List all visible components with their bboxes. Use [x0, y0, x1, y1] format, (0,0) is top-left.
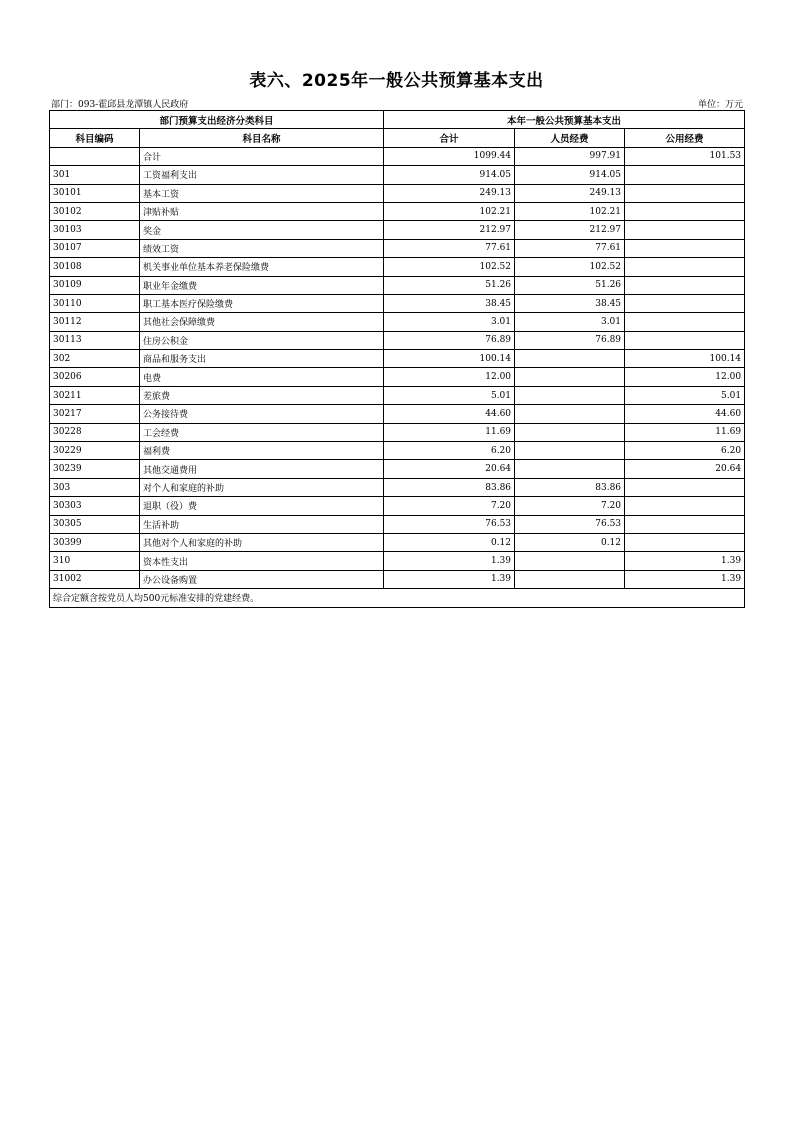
cell-personnel: 102.21 [515, 202, 625, 220]
cell-total: 1099.44 [384, 147, 515, 165]
cell-total: 7.20 [384, 497, 515, 515]
cell-code: 310 [50, 552, 140, 570]
cell-name: 机关事业单位基本养老保险缴费 [140, 258, 384, 276]
table-row [50, 331, 745, 349]
table-row [50, 552, 745, 570]
cell-total: 1.39 [384, 552, 515, 570]
cell-code: 30110 [50, 294, 140, 312]
cell-name: 工会经费 [140, 423, 384, 441]
cell-personnel: 3.01 [515, 313, 625, 331]
table-row [50, 276, 745, 294]
cell-public [625, 294, 745, 312]
table-body [50, 147, 745, 588]
cell-public [625, 313, 745, 331]
cell-public [625, 221, 745, 239]
cell-code: 30108 [50, 258, 140, 276]
cell-personnel [515, 460, 625, 478]
cell-personnel: 249.13 [515, 184, 625, 202]
cell-name: 其他对个人和家庭的补助 [140, 533, 384, 551]
department-label: 部门：093-霍邱县龙潭镇人民政府 [51, 100, 189, 110]
cell-name: 工资福利支出 [140, 166, 384, 184]
table-row [50, 294, 745, 312]
cell-public: 6.20 [625, 442, 745, 460]
cell-name: 其他交通费用 [140, 460, 384, 478]
cell-code: 30102 [50, 202, 140, 220]
cell-personnel: 83.86 [515, 478, 625, 496]
cell-total: 1.39 [384, 570, 515, 588]
table-row [50, 460, 745, 478]
table-row [50, 313, 745, 331]
cell-name: 差旅费 [140, 386, 384, 404]
cell-public: 1.39 [625, 570, 745, 588]
cell-name: 其他社会保障缴费 [140, 313, 384, 331]
cell-total: 76.89 [384, 331, 515, 349]
cell-personnel: 51.26 [515, 276, 625, 294]
cell-name: 资本性支出 [140, 552, 384, 570]
cell-personnel [515, 570, 625, 588]
cell-personnel: 7.20 [515, 497, 625, 515]
cell-code: 30113 [50, 331, 140, 349]
cell-code: 30229 [50, 442, 140, 460]
cell-public [625, 258, 745, 276]
cell-public: 1.39 [625, 552, 745, 570]
cell-public [625, 276, 745, 294]
cell-public [625, 202, 745, 220]
cell-public [625, 239, 745, 257]
column-header-personnel: 人员经费 [515, 129, 625, 147]
cell-public: 12.00 [625, 368, 745, 386]
cell-name: 福利费 [140, 442, 384, 460]
cell-total: 83.86 [384, 478, 515, 496]
cell-name: 基本工资 [140, 184, 384, 202]
cell-code: 30211 [50, 386, 140, 404]
cell-name: 退职（役）费 [140, 497, 384, 515]
cell-name: 绩效工资 [140, 239, 384, 257]
cell-personnel [515, 350, 625, 368]
cell-personnel: 38.45 [515, 294, 625, 312]
group-header-classification: 部门预算支出经济分类科目 [50, 111, 384, 129]
cell-code: 302 [50, 350, 140, 368]
cell-public [625, 166, 745, 184]
cell-public: 20.64 [625, 460, 745, 478]
cell-total: 20.64 [384, 460, 515, 478]
cell-public: 100.14 [625, 350, 745, 368]
cell-code: 30103 [50, 221, 140, 239]
table-row [50, 239, 745, 257]
cell-code: 30305 [50, 515, 140, 533]
cell-code: 30101 [50, 184, 140, 202]
cell-public: 11.69 [625, 423, 745, 441]
group-header-row [50, 111, 745, 129]
cell-code: 30107 [50, 239, 140, 257]
table-row [50, 147, 745, 165]
cell-name: 对个人和家庭的补助 [140, 478, 384, 496]
cell-public [625, 515, 745, 533]
cell-personnel [515, 442, 625, 460]
cell-code: 301 [50, 166, 140, 184]
cell-name: 商品和服务支出 [140, 350, 384, 368]
cell-total: 0.12 [384, 533, 515, 551]
cell-public [625, 478, 745, 496]
cell-personnel [515, 423, 625, 441]
cell-total: 249.13 [384, 184, 515, 202]
cell-total: 6.20 [384, 442, 515, 460]
cell-name: 公务接待费 [140, 405, 384, 423]
cell-public [625, 184, 745, 202]
cell-total: 102.21 [384, 202, 515, 220]
table-row [50, 478, 745, 496]
column-header-code: 科目编码 [50, 129, 140, 147]
cell-name: 生活补助 [140, 515, 384, 533]
cell-personnel: 76.89 [515, 331, 625, 349]
cell-personnel: 76.53 [515, 515, 625, 533]
cell-code: 30399 [50, 533, 140, 551]
cell-total: 51.26 [384, 276, 515, 294]
cell-total: 76.53 [384, 515, 515, 533]
cell-personnel: 997.91 [515, 147, 625, 165]
page-title: 表六、2025年一般公共预算基本支出 [249, 71, 544, 91]
cell-name: 津贴补贴 [140, 202, 384, 220]
cell-total: 100.14 [384, 350, 515, 368]
cell-code: 30112 [50, 313, 140, 331]
column-header-total: 合计 [384, 129, 515, 147]
cell-code: 30228 [50, 423, 140, 441]
cell-personnel [515, 368, 625, 386]
cell-total: 44.60 [384, 405, 515, 423]
table-row [50, 166, 745, 184]
table-row [50, 405, 745, 423]
cell-personnel [515, 405, 625, 423]
unit-label: 单位：万元 [697, 100, 743, 110]
cell-total: 77.61 [384, 239, 515, 257]
cell-personnel: 77.61 [515, 239, 625, 257]
group-header-expenditure: 本年一般公共预算基本支出 [384, 111, 745, 129]
budget-table [49, 110, 745, 608]
cell-code [50, 147, 140, 165]
cell-name: 电费 [140, 368, 384, 386]
table-row [50, 442, 745, 460]
cell-personnel [515, 552, 625, 570]
cell-total: 38.45 [384, 294, 515, 312]
table-row [50, 423, 745, 441]
table-row [50, 221, 745, 239]
cell-personnel [515, 386, 625, 404]
table-row [50, 515, 745, 533]
table-row [50, 258, 745, 276]
column-header-row [50, 129, 745, 147]
cell-public [625, 497, 745, 515]
table-footnote: 综合定额含按党员人均500元标准安排的党建经费。 [50, 589, 745, 607]
cell-name: 合计 [140, 147, 384, 165]
cell-code: 30239 [50, 460, 140, 478]
column-header-name: 科目名称 [140, 129, 384, 147]
footnote-row [50, 589, 745, 607]
table-row [50, 202, 745, 220]
cell-code: 30303 [50, 497, 140, 515]
table-row [50, 570, 745, 588]
cell-code: 31002 [50, 570, 140, 588]
cell-total: 12.00 [384, 368, 515, 386]
cell-total: 102.52 [384, 258, 515, 276]
cell-code: 303 [50, 478, 140, 496]
table-row [50, 368, 745, 386]
cell-name: 住房公积金 [140, 331, 384, 349]
table-row [50, 533, 745, 551]
cell-total: 5.01 [384, 386, 515, 404]
cell-personnel: 102.52 [515, 258, 625, 276]
table-row [50, 184, 745, 202]
cell-name: 奖金 [140, 221, 384, 239]
table-row [50, 350, 745, 368]
cell-personnel: 212.97 [515, 221, 625, 239]
cell-public: 101.53 [625, 147, 745, 165]
cell-public [625, 331, 745, 349]
cell-code: 30109 [50, 276, 140, 294]
cell-personnel: 914.05 [515, 166, 625, 184]
cell-total: 11.69 [384, 423, 515, 441]
cell-public: 44.60 [625, 405, 745, 423]
table-row [50, 497, 745, 515]
cell-public: 5.01 [625, 386, 745, 404]
cell-code: 30217 [50, 405, 140, 423]
cell-total: 914.05 [384, 166, 515, 184]
table-row [50, 386, 745, 404]
cell-personnel: 0.12 [515, 533, 625, 551]
cell-name: 办公设备购置 [140, 570, 384, 588]
cell-total: 3.01 [384, 313, 515, 331]
cell-total: 212.97 [384, 221, 515, 239]
column-header-public: 公用经费 [625, 129, 745, 147]
cell-public [625, 533, 745, 551]
cell-name: 职工基本医疗保险缴费 [140, 294, 384, 312]
cell-code: 30206 [50, 368, 140, 386]
cell-name: 职业年金缴费 [140, 276, 384, 294]
